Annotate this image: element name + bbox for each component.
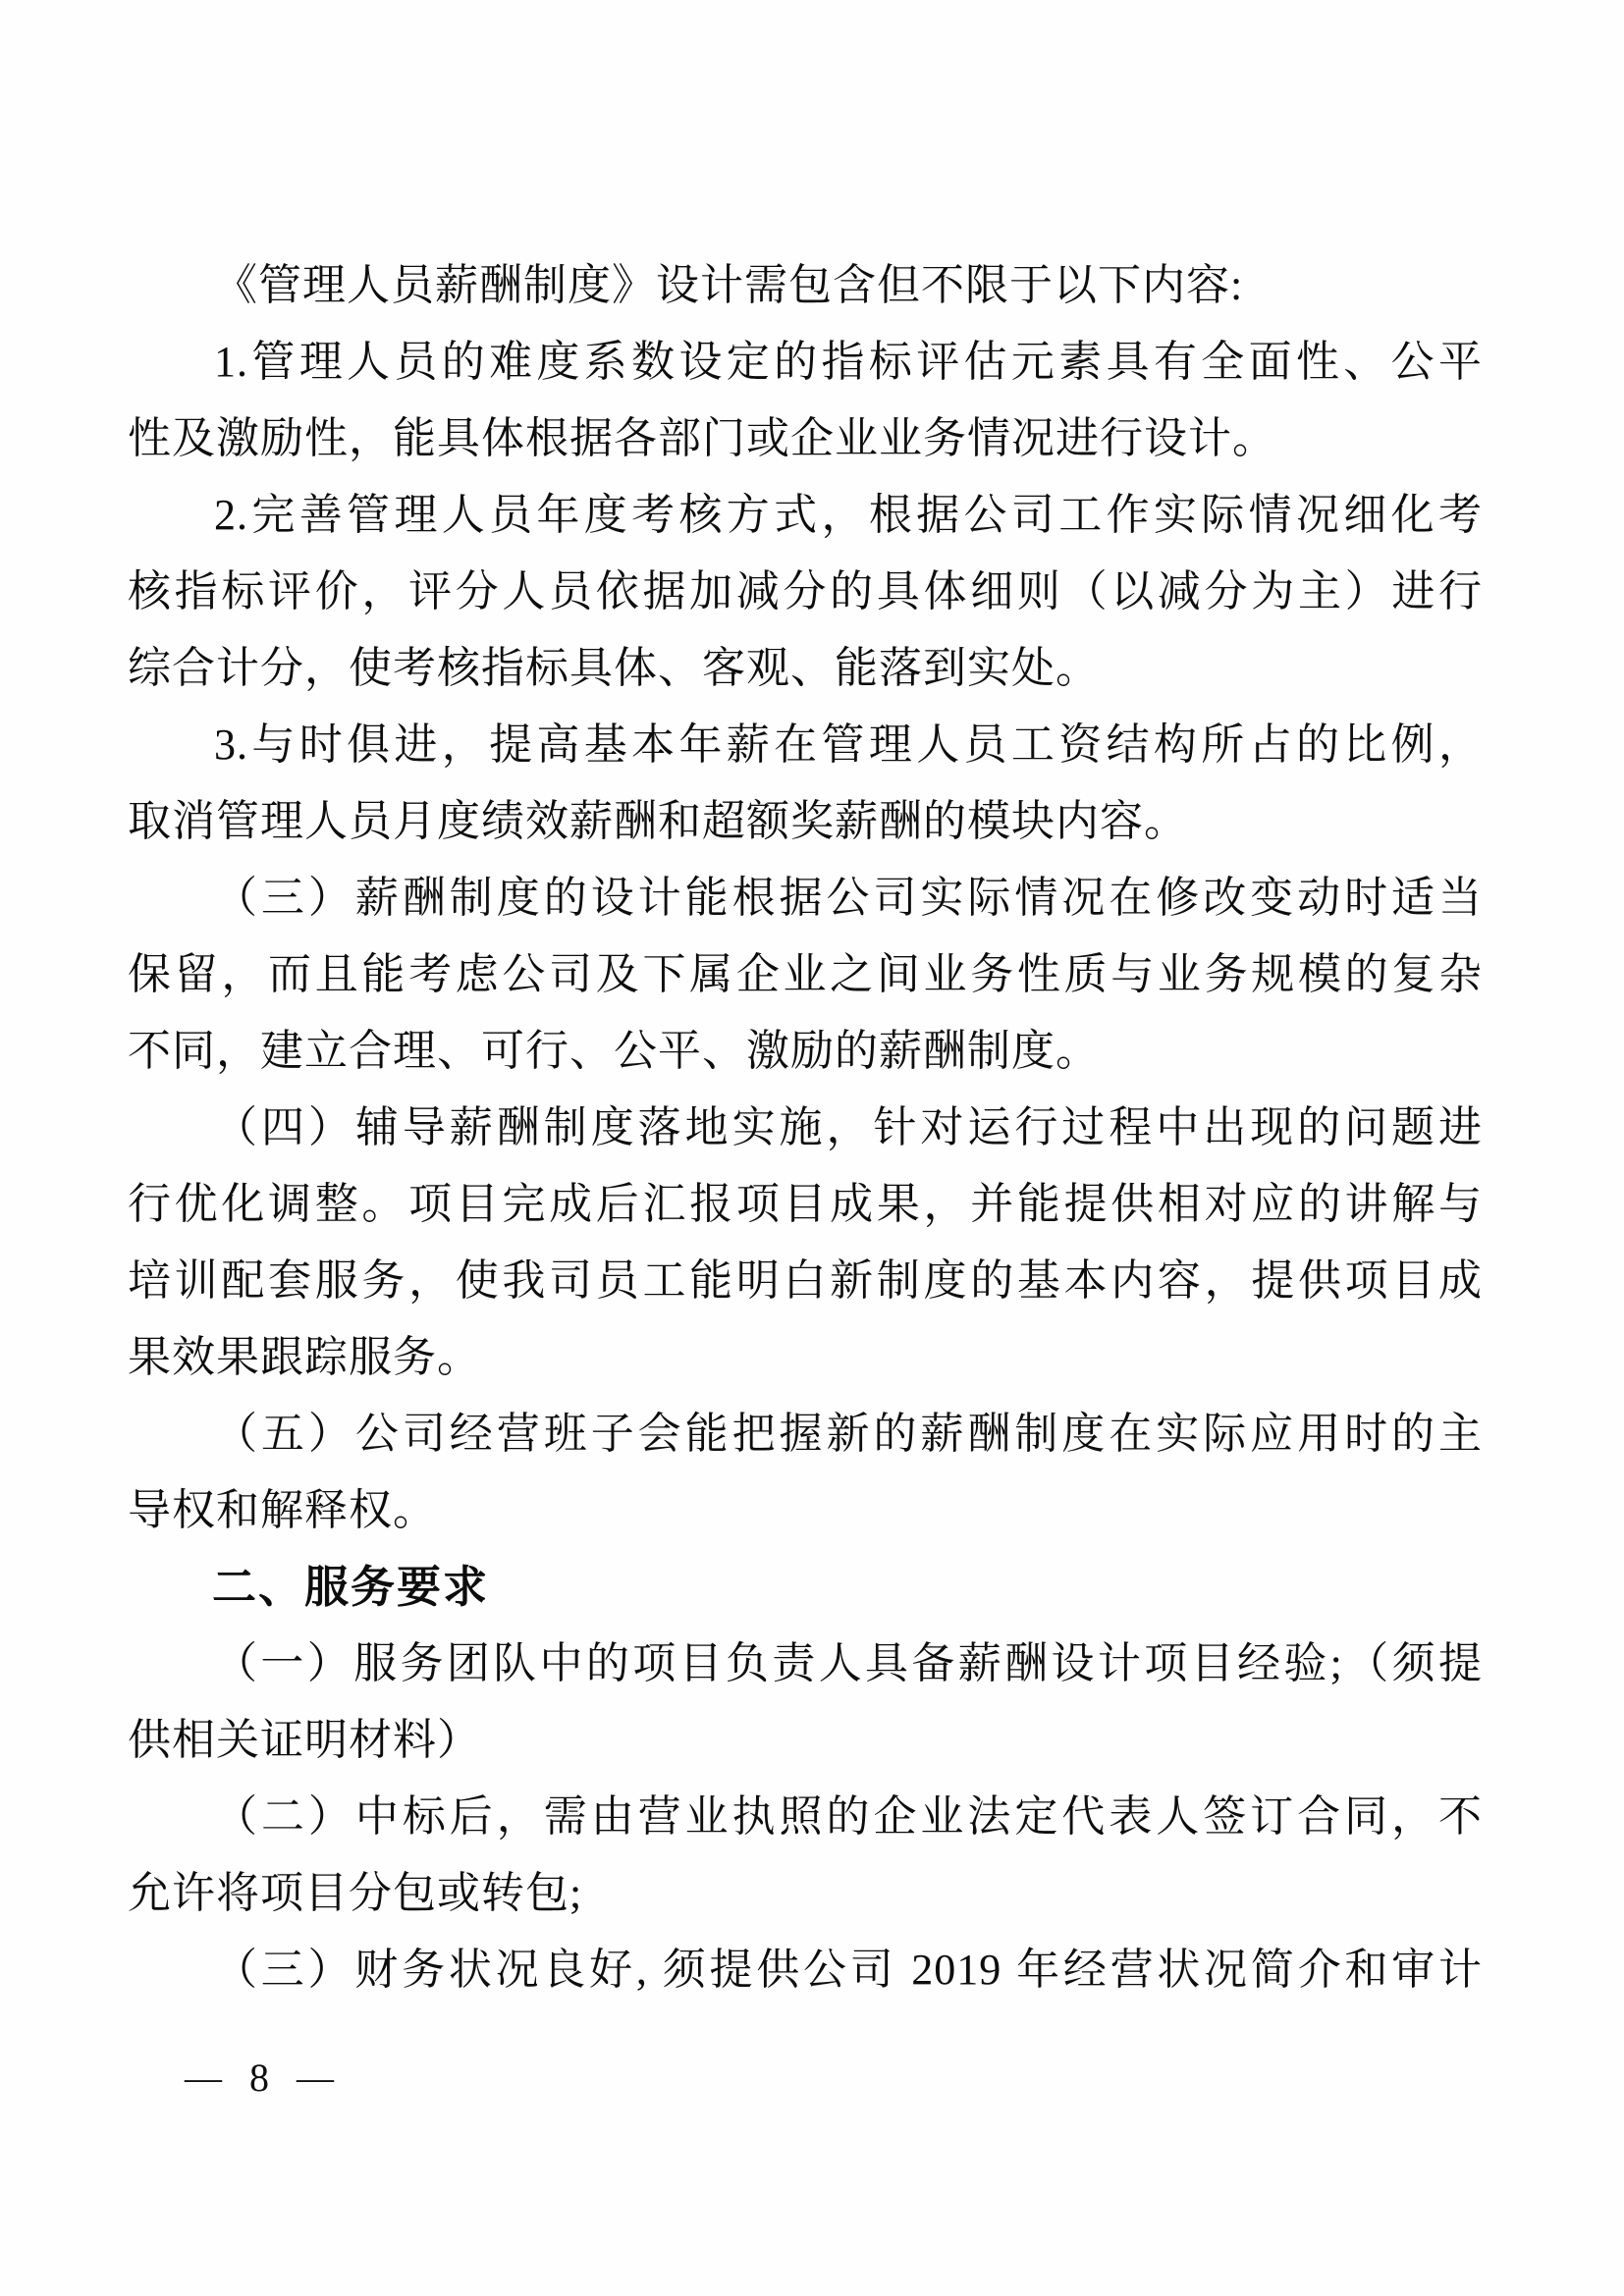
section-heading: 二、服务要求 [212, 1562, 490, 1612]
text-line: 培训配套服务，使我司员工能明白新制度的基本内容，提供项目成 [128, 1256, 1483, 1305]
text-line: 3.与时俱进，提高基本年薪在管理人员工资结构所占的比例， [214, 721, 1483, 769]
text-line: 允许将项目分包或转包; [128, 1869, 583, 1917]
text-line: （三）财务状况良好, 须提供公司 2019 年经营状况简介和审计 [214, 1946, 1483, 1994]
text-line: 取消管理人员月度绩效薪酬和超额奖薪酬的模块内容。 [128, 797, 1188, 845]
page-footer [185, 2055, 334, 2101]
text-line: 1.管理人员的难度系数设定的指标评估元素具有全面性、公平 [214, 338, 1483, 386]
text-line: 供相关证明材料） [128, 1716, 481, 1764]
text-line: （五）公司经营班子会能把握新的薪酬制度在实际应用时的主 [214, 1410, 1483, 1458]
text-line: 果效果跟踪服务。 [128, 1333, 481, 1381]
footer-right-dash: — [297, 2056, 334, 2099]
text-line: 保留，而且能考虑公司及下属企业之间业务性质与业务规模的复杂 [128, 950, 1483, 998]
text-line: 行优化调整。项目完成后汇报项目成果，并能提供相对应的讲解与 [128, 1180, 1483, 1228]
page-number: 8 [249, 2056, 269, 2100]
text-line: 《管理人员薪酬制度》设计需包含但不限于以下内容: [214, 261, 1244, 309]
text-line: （二）中标后，需由营业执照的企业法定代表人签订合同，不 [214, 1792, 1483, 1841]
text-line: 2.完善管理人员年度考核方式，根据公司工作实际情况细化考 [214, 491, 1483, 539]
text-line: 综合计分，使考核指标具体、客观、能落到实处。 [128, 644, 1100, 692]
text-line: 不同，建立合理、可行、公平、激励的薪酬制度。 [128, 1027, 1100, 1075]
text-line: 导权和解释权。 [128, 1486, 437, 1534]
text-line: （一）服务团队中的项目负责人具备薪酬设计项目经验;（须提 [214, 1639, 1483, 1687]
page-content [128, 247, 1483, 2008]
text-line: 核指标评价，评分人员依据加减分的具体细则（以减分为主）进行 [128, 567, 1483, 615]
footer-left-dash: — [185, 2056, 222, 2099]
text-line: 性及激励性，能具体根据各部门或企业业务情况进行设计。 [128, 414, 1276, 462]
text-line: （四）辅导薪酬制度落地实施，针对运行过程中出现的问题进 [214, 1103, 1483, 1151]
text-line: （三）薪酬制度的设计能根据公司实际情况在修改变动时适当 [214, 874, 1483, 922]
